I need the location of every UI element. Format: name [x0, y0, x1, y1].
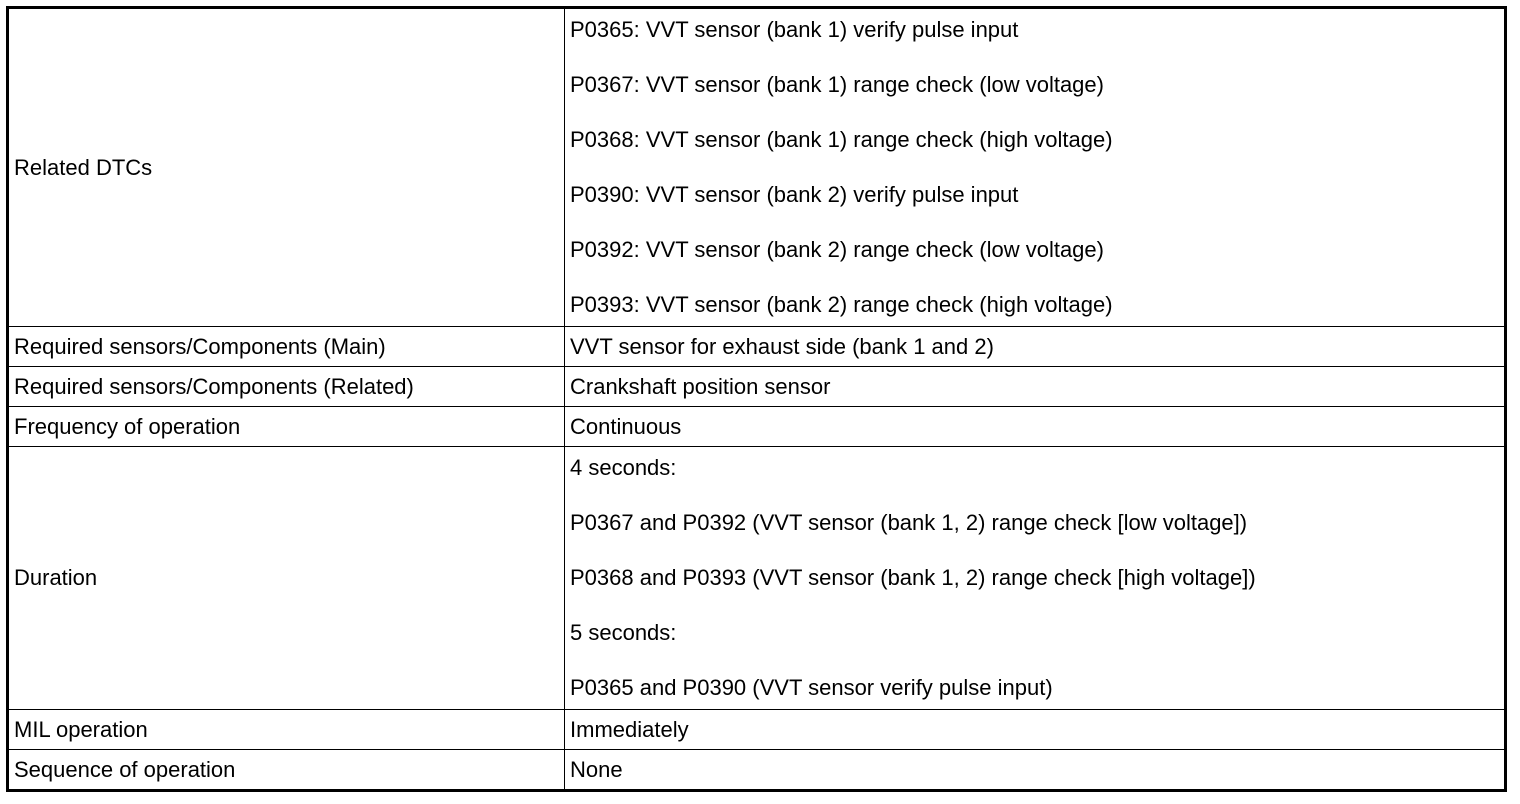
duration-line: P0365 and P0390 (VVT sensor verify pulse input) — [570, 675, 1053, 700]
row-value-duration — [565, 447, 1506, 710]
dtc-line: P0392: VVT sensor (bank 2) range check (low voltage) — [570, 237, 1104, 262]
row-value-frequency: Continuous — [565, 407, 1506, 447]
row-label-mil-operation: MIL operation — [8, 710, 565, 750]
dtc-line: P0368: VVT sensor (bank 1) range check (high voltage) — [570, 127, 1113, 152]
table-row — [8, 710, 1506, 750]
duration-line: P0367 and P0392 (VVT sensor (bank 1, 2) range check [low voltage]) — [570, 510, 1248, 535]
row-value-sequence: None — [565, 750, 1506, 791]
row-value-required-main: VVT sensor for exhaust side (bank 1 and 2) — [565, 327, 1506, 367]
duration-line: 4 seconds: — [570, 455, 677, 480]
row-label-frequency: Frequency of operation — [8, 407, 565, 447]
dtc-line: P0367: VVT sensor (bank 1) range check (low voltage) — [570, 72, 1104, 97]
table-row — [8, 8, 1506, 327]
dtc-line: P0390: VVT sensor (bank 2) verify pulse input — [570, 182, 1019, 207]
row-label-required-related: Required sensors/Components (Related) — [8, 367, 565, 407]
dtc-line: P0365: VVT sensor (bank 1) verify pulse input — [570, 17, 1019, 42]
row-label-duration: Duration — [8, 447, 565, 710]
duration-line: 5 seconds: — [570, 620, 677, 645]
dtc-line: P0393: VVT sensor (bank 2) range check (high voltage) — [570, 292, 1113, 317]
row-label-related-dtcs: Related DTCs — [8, 8, 565, 327]
table-row — [8, 367, 1506, 407]
row-value-required-related: Crankshaft position sensor — [565, 367, 1506, 407]
row-label-required-main: Required sensors/Components (Main) — [8, 327, 565, 367]
row-value-mil-operation: Immediately — [565, 710, 1506, 750]
row-value-related-dtcs — [565, 8, 1506, 327]
row-label-sequence: Sequence of operation — [8, 750, 565, 791]
monitor-spec-table — [6, 6, 1507, 792]
table-row — [8, 407, 1506, 447]
table-row — [8, 447, 1506, 710]
table-row — [8, 750, 1506, 791]
duration-line: P0368 and P0393 (VVT sensor (bank 1, 2) range check [high voltage]) — [570, 565, 1256, 590]
table-row — [8, 327, 1506, 367]
